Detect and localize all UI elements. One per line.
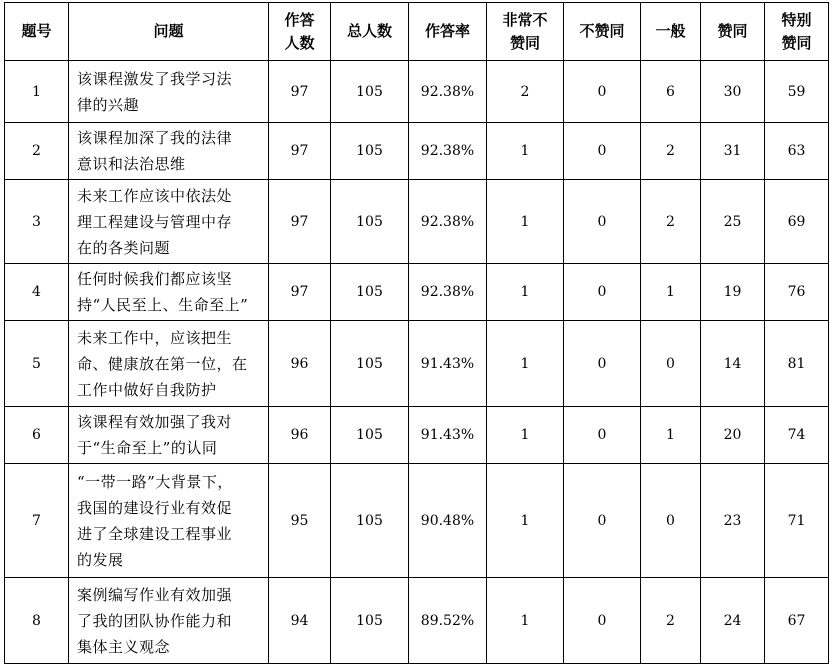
table-body <box>5 61 829 664</box>
neutral-cell: 6 <box>641 61 701 123</box>
total-cell: 105 <box>331 180 409 264</box>
question-text-line: 该课程加深了我的法律 <box>77 129 233 147</box>
table-row <box>5 407 829 464</box>
rate-cell: 92.38% <box>409 264 487 321</box>
question-text-line: 了我的团队协作能力和 <box>77 611 233 630</box>
question-text-line: 集体主义观念 <box>77 637 171 656</box>
disagree-cell: 0 <box>564 464 641 578</box>
rate-cell: 91.43% <box>409 407 487 464</box>
rate-cell: 90.48% <box>409 464 487 578</box>
answered-cell: 97 <box>269 180 331 264</box>
header-question <box>69 3 269 61</box>
question-text-line: 在的各类问题 <box>77 238 171 257</box>
strongly-agree-cell: 69 <box>765 180 829 264</box>
question-number-cell: 8 <box>5 578 69 664</box>
rate-cell: 92.38% <box>409 61 487 123</box>
question-number-cell: 2 <box>5 123 69 180</box>
strongly-agree-cell: 81 <box>765 321 829 407</box>
header-answered-line: 人数 <box>284 33 315 52</box>
disagree-cell: 0 <box>564 578 641 664</box>
question-text-line: 于“生命至上”的认同 <box>77 439 218 457</box>
table-row <box>5 464 829 578</box>
header-id-line: 题号 <box>21 22 52 40</box>
answered-cell: 96 <box>269 321 331 407</box>
question-number-cell: 7 <box>5 464 69 578</box>
rate-cell: 89.52% <box>409 578 487 664</box>
header-answered-line: 作答 <box>284 10 315 29</box>
question-text-cell <box>69 264 269 321</box>
rate-cell: 92.38% <box>409 180 487 264</box>
disagree-cell: 0 <box>564 407 641 464</box>
table-row <box>5 123 829 180</box>
answered-cell: 97 <box>269 61 331 123</box>
question-text-cell <box>69 407 269 464</box>
strongly-disagree-cell: 2 <box>487 61 564 123</box>
question-text-line: 意识和法治思维 <box>77 155 186 173</box>
header-strongly-agree-line: 特别 <box>781 10 812 29</box>
question-text-line: 理工程建设与管理中存 <box>77 212 233 231</box>
header-rate <box>409 3 487 61</box>
neutral-cell: 1 <box>641 264 701 321</box>
question-text-line: 进了全球建设工程事业 <box>77 524 233 543</box>
question-text-line: 该课程有效加强了我对 <box>77 413 233 431</box>
strongly-disagree-cell: 1 <box>487 321 564 407</box>
strongly-agree-cell: 67 <box>765 578 829 664</box>
agree-cell: 25 <box>701 180 765 264</box>
disagree-cell: 0 <box>564 321 641 407</box>
question-number-cell: 6 <box>5 407 69 464</box>
header-strongly-disagree <box>487 3 564 61</box>
neutral-cell: 0 <box>641 321 701 407</box>
question-text-line: 持“人民至上、生命至上” <box>77 296 249 314</box>
strongly-agree-cell: 71 <box>765 464 829 578</box>
total-cell: 105 <box>331 61 409 123</box>
neutral-cell: 2 <box>641 180 701 264</box>
strongly-disagree-cell: 1 <box>487 407 564 464</box>
answered-cell: 95 <box>269 464 331 578</box>
question-text-line: 的发展 <box>77 550 124 569</box>
agree-cell: 19 <box>701 264 765 321</box>
header-disagree-line: 不赞同 <box>579 22 625 40</box>
table-row <box>5 264 829 321</box>
question-number-cell: 4 <box>5 264 69 321</box>
survey-results-table <box>4 2 829 664</box>
question-text-cell <box>69 578 269 664</box>
table-row <box>5 578 829 664</box>
rate-cell: 92.38% <box>409 123 487 180</box>
header-neutral-line: 一般 <box>655 22 686 40</box>
question-text-cell <box>69 464 269 578</box>
header-row <box>5 3 829 61</box>
header-agree-line: 赞同 <box>717 22 748 40</box>
agree-cell: 20 <box>701 407 765 464</box>
question-text-line: 工作中做好自我防护 <box>77 380 217 399</box>
strongly-disagree-cell: 1 <box>487 464 564 578</box>
question-text-line: 命、健康放在第一位，在 <box>77 354 248 373</box>
header-strongly-agree-line: 赞同 <box>781 33 812 52</box>
header-strongly-disagree-line: 非常不 <box>502 10 548 29</box>
question-text-cell <box>69 123 269 180</box>
table-row <box>5 180 829 264</box>
question-text-line: 未来工作中，应该把生 <box>77 328 233 347</box>
header-strongly-agree <box>765 3 829 61</box>
answered-cell: 94 <box>269 578 331 664</box>
question-text-cell <box>69 321 269 407</box>
strongly-agree-cell: 63 <box>765 123 829 180</box>
agree-cell: 23 <box>701 464 765 578</box>
strongly-disagree-cell: 1 <box>487 264 564 321</box>
total-cell: 105 <box>331 578 409 664</box>
question-text-cell <box>69 61 269 123</box>
answered-cell: 96 <box>269 407 331 464</box>
agree-cell: 24 <box>701 578 765 664</box>
neutral-cell: 2 <box>641 578 701 664</box>
strongly-agree-cell: 74 <box>765 407 829 464</box>
total-cell: 105 <box>331 321 409 407</box>
question-number-cell: 1 <box>5 61 69 123</box>
strongly-disagree-cell: 1 <box>487 180 564 264</box>
header-rate-line: 作答率 <box>424 22 470 40</box>
disagree-cell: 0 <box>564 123 641 180</box>
header-disagree <box>564 3 641 61</box>
answered-cell: 97 <box>269 264 331 321</box>
question-text-line: 该课程激发了我学习法 <box>77 69 233 88</box>
agree-cell: 31 <box>701 123 765 180</box>
question-text-line: 未来工作应该中依法处 <box>77 186 233 205</box>
rate-cell: 91.43% <box>409 321 487 407</box>
total-cell: 105 <box>331 123 409 180</box>
question-text-line: “一带一路”大背景下， <box>77 472 233 491</box>
header-answered <box>269 3 331 61</box>
neutral-cell: 2 <box>641 123 701 180</box>
strongly-agree-cell: 59 <box>765 61 829 123</box>
total-cell: 105 <box>331 264 409 321</box>
question-text-line: 律的兴趣 <box>77 95 140 114</box>
header-total <box>331 3 409 61</box>
disagree-cell: 0 <box>564 264 641 321</box>
question-number-cell: 5 <box>5 321 69 407</box>
question-text-cell <box>69 180 269 264</box>
question-text-line: 任何时候我们都应该坚 <box>77 270 233 288</box>
header-total-line: 总人数 <box>346 22 392 40</box>
disagree-cell: 0 <box>564 61 641 123</box>
header-agree <box>701 3 765 61</box>
header-id <box>5 3 69 61</box>
disagree-cell: 0 <box>564 180 641 264</box>
table-row <box>5 321 829 407</box>
header-strongly-disagree-line: 赞同 <box>509 33 540 52</box>
strongly-disagree-cell: 1 <box>487 578 564 664</box>
answered-cell: 97 <box>269 123 331 180</box>
neutral-cell: 1 <box>641 407 701 464</box>
strongly-disagree-cell: 1 <box>487 123 564 180</box>
header-question-line: 问题 <box>153 22 184 40</box>
agree-cell: 30 <box>701 61 765 123</box>
header-neutral <box>641 3 701 61</box>
agree-cell: 14 <box>701 321 765 407</box>
strongly-agree-cell: 76 <box>765 264 829 321</box>
question-text-line: 案例编写作业有效加强 <box>77 585 233 604</box>
question-text-line: 我国的建设行业有效促 <box>77 498 233 517</box>
question-number-cell: 3 <box>5 180 69 264</box>
total-cell: 105 <box>331 464 409 578</box>
neutral-cell: 0 <box>641 464 701 578</box>
total-cell: 105 <box>331 407 409 464</box>
table-row <box>5 61 829 123</box>
